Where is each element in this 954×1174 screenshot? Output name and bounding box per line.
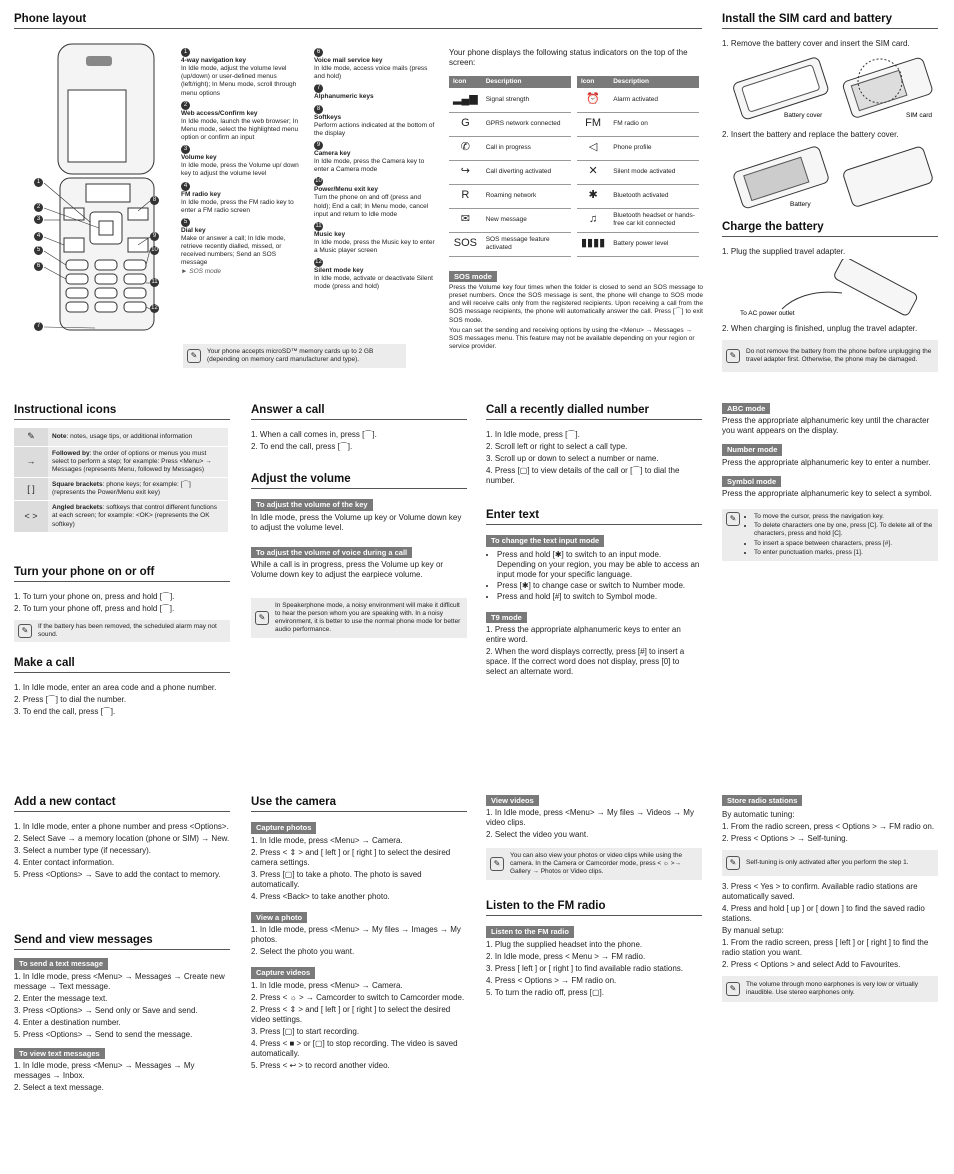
status-row [449, 208, 571, 232]
alarm-note: ✎ If the battery has been removed, the scheduled alarm may not sound. [14, 620, 230, 642]
key-item: 1 4-way navigation key In Idle mode, adjust the volume level (up/down) or user-defined menus (left/right); In Menu mode, scroll through menu options [181, 49, 297, 97]
text-tips-note: ✎ • To move the cursor, press the navigation key. • To delete characters one by one, press [C]. To delete all of the characters, press and hold [C]. • To insert a space between characters, press [#]. • To enter punctuation marks, press [1]. [722, 509, 938, 561]
roaming-icon: R [449, 184, 482, 208]
note-icon: ✎ [726, 982, 740, 996]
speaker-note: ✎ In Speakerphone mode, a noisy environment will make it difficult to hear the person whom you are speaking with. In a noisy environment, it is better to use the normal phone mode for better audio performance. [251, 598, 467, 638]
sos-text: Press the Volume key four times when the folder is closed to send an SOS message to preset numbers. Once the SOS message is sent, the phone will change to SOS mode and will receive calls only from the registered recipients. Upon receiving a call from the SOS message recipients, the phone will automatically answer the call. Press [⌒] to exit SOS mode. [449, 284, 703, 324]
key-item: 6 Voice mail service key In Idle mode, access voice mails (press and hold) [314, 49, 428, 81]
subheading: To adjust the volume of voice during a call [251, 547, 412, 558]
key-item: 8 Softkeys Perform actions indicated at the bottom of the display [314, 105, 435, 137]
callout-8: 8 [150, 196, 159, 205]
subheading: View videos [486, 795, 539, 806]
note-icon: ✎ [726, 349, 740, 363]
status-description: New message [482, 208, 571, 232]
key-item: 7 Alphanumeric keys [314, 85, 374, 101]
section-title: Enter text [486, 508, 702, 525]
charge-note: ✎ Do not remove the battery from the phone before unplugging the travel adapter first. Otherwise, the phone may be damaged. [722, 340, 938, 372]
section-title: Phone layout [14, 12, 702, 29]
key-item: 9 Camera key In Idle mode, press the Camera key to enter a Camera mode [314, 141, 425, 174]
input-modes-section: ABC mode Press the appropriate alphanumeric key until the character you want appears on the display. Number mode Press the appropriate alphanumeric key to enter a number. Symbol mode Press the appropriate alphanumeric key to select a symbol. ✎ • To move the cursor, press the navigation key. • To delete characters one by one, press [C]. To delete all of the characters, press and hold [C]. • To insert a space between characters, press [#]. • To enter punctuation marks, press [1]. [722, 403, 938, 561]
profile-icon: ◁ [577, 136, 609, 160]
note-icon: ✎ [726, 856, 740, 870]
instruction-text: Square brackets: phone keys; for example: [⌒] (represents the Power/Menu exit key) [48, 478, 228, 501]
instruction-text: Note: notes, usage tips, or additional information [48, 428, 228, 446]
turn-off-step: 2. To turn your phone off, press and hold [⌒]. [14, 604, 175, 614]
subheading: To adjust the volume of the key [251, 499, 373, 510]
section-title: Install the SIM card and battery [722, 12, 938, 29]
status-row [449, 232, 571, 256]
sim-step-1: 1. Remove the battery cover and insert the SIM card. [722, 39, 910, 49]
subheading: View a photo [251, 912, 307, 923]
sos-reference-link[interactable]: ► SOS mode [181, 267, 222, 275]
sim-section [722, 12, 938, 215]
callout-2: 2 [34, 203, 43, 212]
status-description: Call diverting activated [482, 160, 571, 184]
section-title: Add a new contact [14, 795, 230, 812]
camera-section: Use the camera Capture photos 1. In Idle mode, press <Menu> → Camera. 2. Press < ⇕ > and [ left ] or [ right ] to select the desired camera settings. 3. Press [▢] to take a photo. The photo is saved automatically. 4. Press <Back> to take another photo. View a photo 1. In Idle mode, press <Menu> → My files → Images → My photos. 2. Select the photo you want. Capture videos 1. In Idle mode, press <Menu> → Camera. 2. Press < ☼ > → Camcorder to switch to Camcorder mode. 2. Press < ⇕ > and [ left ] or [ right ] to select the desired video settings. 3. Press [▢] to start recording. 4. Press < ■ > or [▢] to stop recording. The video is saved automatically. 5. Press < ↩ > to record another video. [251, 795, 467, 1073]
status-description: Phone profile [609, 136, 699, 160]
messages-section: Send and view messages To send a text message 1. In Idle mode, press <Menu> → Messages → Create new message → Text message. 2. Enter the message text. 3. Press <Options> → Send only or Save and send. 4. Enter a destination number. 5. Press <Options> → Send to send the message. To view text messages 1. In Idle mode, press <Menu> → Messages → My messages → Inbox. 2. Select a text message. [14, 933, 230, 1095]
note-icon: ✎ [187, 349, 201, 363]
instruction-symbol: [ ] [14, 478, 48, 501]
status-table-right: Icon Description ⏰ Alarm activated FM FM radio on ◁ Phone profile ✕ Silent mode activated ✱ Bluetooth activated ♫ Bluetooth headset or hands-free car kit connected ▮▮▮▮ Battery power level [577, 76, 699, 257]
key-item: 5 Dial key Make or answer a call; In Idle mode, retrieve recently dialled, missed, or received numbers; Send an SOS message ► SOS mode [181, 218, 301, 276]
section-title: Call a recently dialled number [486, 403, 702, 420]
phone-layout-section [14, 12, 702, 29]
bluetooth-icon: ✱ [577, 184, 609, 208]
section-title: Instructional icons [14, 403, 230, 420]
instructional-row [14, 501, 228, 532]
call-icon: ✆ [449, 136, 482, 160]
instruction-symbol: < > [14, 501, 48, 532]
subheading: Listen to the FM radio [486, 926, 574, 937]
section-title: Make a call [14, 656, 230, 673]
note-icon: ✎ [255, 611, 269, 625]
fm-section: Listen to the FM radio Listen to the FM radio 1. Plug the supplied headset into the phone. 2. In Idle mode, press < Menu > → FM radio. 3. Press [ left ] or [ right ] to find available radio stations. 4. Press < Options > → FM radio on. 5. To turn the radio off, press [▢]. [486, 899, 702, 1000]
section-title: Use the camera [251, 795, 467, 812]
gallery-note: ✎ You can also view your photos or video clips while using the camera. In the Camera or Camcorder mode, press < ☼ >→ Gallery → Photos or Video clips. [486, 848, 702, 880]
instructional-table [14, 428, 228, 532]
key-list-right [314, 48, 436, 295]
radio-stations-section: Store radio stations By automatic tuning: 1. From the radio screen, press < Options > → FM radio on. 2. Press < Options > → Self-tuning. ✎ Self-tuning is only activated after you perform the step 1. 3. Press < Yes > to confirm. Available radio stations are automatically saved. 4. Press and hold [ up ] or [ down ] to find the saved radio stations. By manual setup: 1. From the radio screen, press [ left ] or [ right ] to find the radio station you want. 2. Press < Options > and select Add to Favourites. ✎ The volume through mono earphones is very low or virtually inaudible. Use stereo earphones only. [722, 795, 938, 1002]
status-description: Alarm activated [609, 88, 699, 112]
status-description: Battery power level [609, 232, 699, 256]
key-item: 12 Silent mode key In Idle mode, activate or deactivate Silent mode (press and hold) [314, 259, 433, 291]
callout-6: 6 [34, 262, 43, 271]
status-description: Silent mode activated [609, 160, 699, 184]
status-description: Signal strength [482, 88, 571, 112]
status-indicators [449, 46, 703, 353]
battery-icon: ▮▮▮▮ [577, 232, 609, 256]
callout-12: 12 [151, 305, 158, 311]
sos-icon: SOS [449, 232, 482, 256]
charge-illustration [722, 259, 938, 319]
signal-strength-icon: ▂▄▆ [449, 88, 482, 112]
charge-section [722, 220, 938, 372]
subheading: Symbol mode [722, 476, 781, 487]
self-tuning-note: ✎ Self-tuning is only activated after you perform the step 1. [722, 850, 938, 876]
charge-step-2: 2. When charging is finished, unplug the travel adapter. [722, 324, 918, 334]
callout-4: 4 [34, 232, 43, 241]
memory-card-note: ✎ Your phone accepts microSD™ memory cards up to 2 GB (depending on memory card manufacturer and type). [183, 344, 406, 368]
key-item: 3 Volume key In Idle mode, press the Volume up/ down key to adjust the volume level [181, 146, 299, 178]
sim-illustration-1 [722, 51, 938, 123]
adjust-volume-section: Adjust the volume To adjust the volume of the key In Idle mode, press the Volume up key or Volume down key to adjust the volume level. To adjust the volume of voice during a call While a call is in progress, press the Volume up key or Volume down key to adjust the earpiece volume. ✎ In Speakerphone mode, a noisy environment will make it difficult to hear the person whom you are speaking with. In a noisy environment, it is better to use the normal phone mode for better audio performance. [251, 472, 467, 638]
instruction-symbol: → [14, 446, 48, 477]
contact-section: Add a new contact 1. In Idle mode, enter a phone number and press <Options>. 2. Select Save → a memory location (phone or SIM) → New. 3. Select a number type (if necessary). 4. Enter contact information. 5. Press <Options> → Save to add the contact to memory. [14, 796, 230, 880]
callout-1: 1 [34, 178, 43, 187]
status-row [577, 208, 699, 232]
status-row [449, 160, 571, 184]
status-row [577, 136, 699, 160]
turn-on-step: 1. To turn your phone on, press and hold [⌒]. [14, 592, 175, 602]
status-row [449, 136, 571, 160]
ac-outlet-label: To AC power outlet [740, 310, 795, 318]
note-icon: ✎ [490, 857, 504, 871]
status-intro: Your phone displays the following status indicators on the top of the screen: [449, 48, 688, 67]
make-call-section: Make a call 1. In Idle mode, enter an area code and a phone number. 2. Press [⌒] to dial the number. 3. To end the call, press [⌒]. [14, 656, 230, 719]
subheading: To view text messages [14, 1048, 105, 1059]
note-icon: ✎ [18, 624, 32, 638]
key-item: 2 Web access/Confirm key In Idle mode, launch the web browser; In Menu mode, select the highlighted menu option or confirm an input [181, 101, 299, 141]
battery-label: Battery [790, 201, 811, 209]
enter-text-section: Enter text To change the text input mode • Press and hold [✱] to switch to an input mode. Depending on your region, you may be able to access an input mode for your specific language. • Press [✱] to change case or switch to Number mode. • Press and hold [#] to switch to Symbol mode. T9 mode 1. Press the appropriate alphanumeric keys to enter an entire word. 2. When the word displays correctly, press [#] to insert a space. If the correct word does not display, press [0] to select an alternate word. [486, 508, 702, 679]
key-item: 11 Music key In Idle mode, press the Music key to enter a Music player screen [314, 222, 435, 254]
subheading: Number mode [722, 444, 782, 455]
callout-5: 5 [34, 246, 43, 255]
sim-illustration-2 [722, 142, 938, 212]
sos-mode-heading: SOS mode [449, 271, 497, 282]
sos-text-2: You can set the sending and receiving options by using the <Menu> → Messages → SOS messages menu. This feature may not be available depending on your region or service provider. [449, 326, 695, 350]
callout-9: 9 [150, 232, 159, 241]
callout-7: 7 [34, 322, 43, 331]
sim-card-label: SIM card [906, 112, 933, 120]
note-icon: ✎ [726, 512, 740, 526]
subheading: ABC mode [722, 403, 770, 414]
subheading: To send a text message [14, 958, 108, 969]
status-description: Call in progress [482, 136, 571, 160]
instruction-symbol: ✎ [14, 428, 48, 446]
status-description: SOS message feature activated [482, 232, 571, 256]
callout-11: 11 [151, 279, 158, 285]
recent-call-section: Call a recently dialled number 1. In Idle mode, press [⌒]. 2. Scroll left or right to select a call type. 3. Scroll up or down to select a number or name. 4. Press [▢] to view details of the call or [⌒] to dial the number. [486, 403, 702, 488]
videos-section: View videos 1. In Idle mode, press <Menu> → My files → Videos → My video clips. 2. Select the video you want. ✎ You can also view your photos or video clips while using the camera. In the Camera or Camcorder mode, press < ☼ >→ Gallery → Photos or Video clips. [486, 795, 702, 880]
instructional-row [14, 446, 228, 477]
key-list-left [181, 48, 301, 279]
section-title: Send and view messages [14, 933, 230, 950]
status-description: Bluetooth activated [609, 184, 699, 208]
callout-10: 10 [151, 247, 158, 253]
call-divert-icon: ↪ [449, 160, 482, 184]
status-row [577, 184, 699, 208]
turn-on-section [14, 565, 230, 642]
battery-cover-label: Battery cover [784, 112, 823, 120]
status-row [449, 112, 571, 136]
answer-section: Answer a call 1. When a call comes in, press [⌒]. 2. To end the call, press [⌒]. [251, 403, 467, 454]
charge-step-1: 1. Plug the supplied travel adapter. [722, 247, 846, 257]
status-row [577, 112, 699, 136]
message-icon: ✉ [449, 208, 482, 232]
callout-3: 3 [34, 215, 43, 224]
status-description: Roaming network [482, 184, 571, 208]
sim-step-2: 2. Insert the battery and replace the battery cover. [722, 130, 899, 140]
subheading: Capture videos [251, 967, 315, 978]
alarm-icon: ⏰ [577, 88, 609, 112]
section-title: Adjust the volume [251, 472, 467, 489]
key-item: 4 FM radio key In Idle mode, press the FM radio key to enter a FM radio screen [181, 182, 294, 214]
instructional-row [14, 478, 228, 501]
mono-earphone-note: ✎ The volume through mono earphones is very low or virtually inaudible. Use stereo earphones only. [722, 976, 938, 1002]
status-row [577, 88, 699, 112]
subheading: Capture photos [251, 822, 316, 833]
instructional-row [14, 428, 228, 446]
status-description: GPRS network connected [482, 112, 571, 136]
status-description: Bluetooth headset or hands-free car kit connected [609, 208, 699, 232]
status-row [449, 184, 571, 208]
subheading: T9 mode [486, 612, 527, 623]
key-item: 10 Power/Menu exit key Turn the phone on and off (press and hold); End a call; In Menu mode, cancel input and return to Idle mode [314, 178, 429, 218]
status-row [577, 232, 699, 256]
instructional-section [14, 403, 230, 533]
section-title: Charge the battery [722, 220, 938, 237]
instruction-text: Followed by: the order of options or menus you must select to perform a step; for example: Press <Menu> → Messages (represents Menu, followed by Messages) [48, 446, 228, 477]
instruction-text: Angled brackets: softkeys that control different functions at each screen; for example: <OK> (represents the OK softkey) [48, 501, 228, 532]
phone-illustration [30, 40, 180, 340]
subheading: To change the text input mode [486, 535, 604, 546]
gprs-icon: G [449, 112, 482, 136]
section-title: Turn your phone on or off [14, 565, 230, 582]
fm-radio-icon: FM [577, 112, 609, 136]
subheading: Store radio stations [722, 795, 802, 806]
status-description: FM radio on [609, 112, 699, 136]
status-table-left: Icon Description ▂▄▆ Signal strength G GPRS network connected ✆ Call in progress ↪ Call diverting activated R Roaming network ✉ New message SOS SOS message feature activated [449, 76, 571, 257]
status-row [577, 160, 699, 184]
section-title: Listen to the FM radio [486, 899, 702, 916]
bt-headset-icon: ♫ [577, 208, 609, 232]
status-row [449, 88, 571, 112]
silent-icon: ✕ [577, 160, 609, 184]
section-title: Answer a call [251, 403, 467, 420]
